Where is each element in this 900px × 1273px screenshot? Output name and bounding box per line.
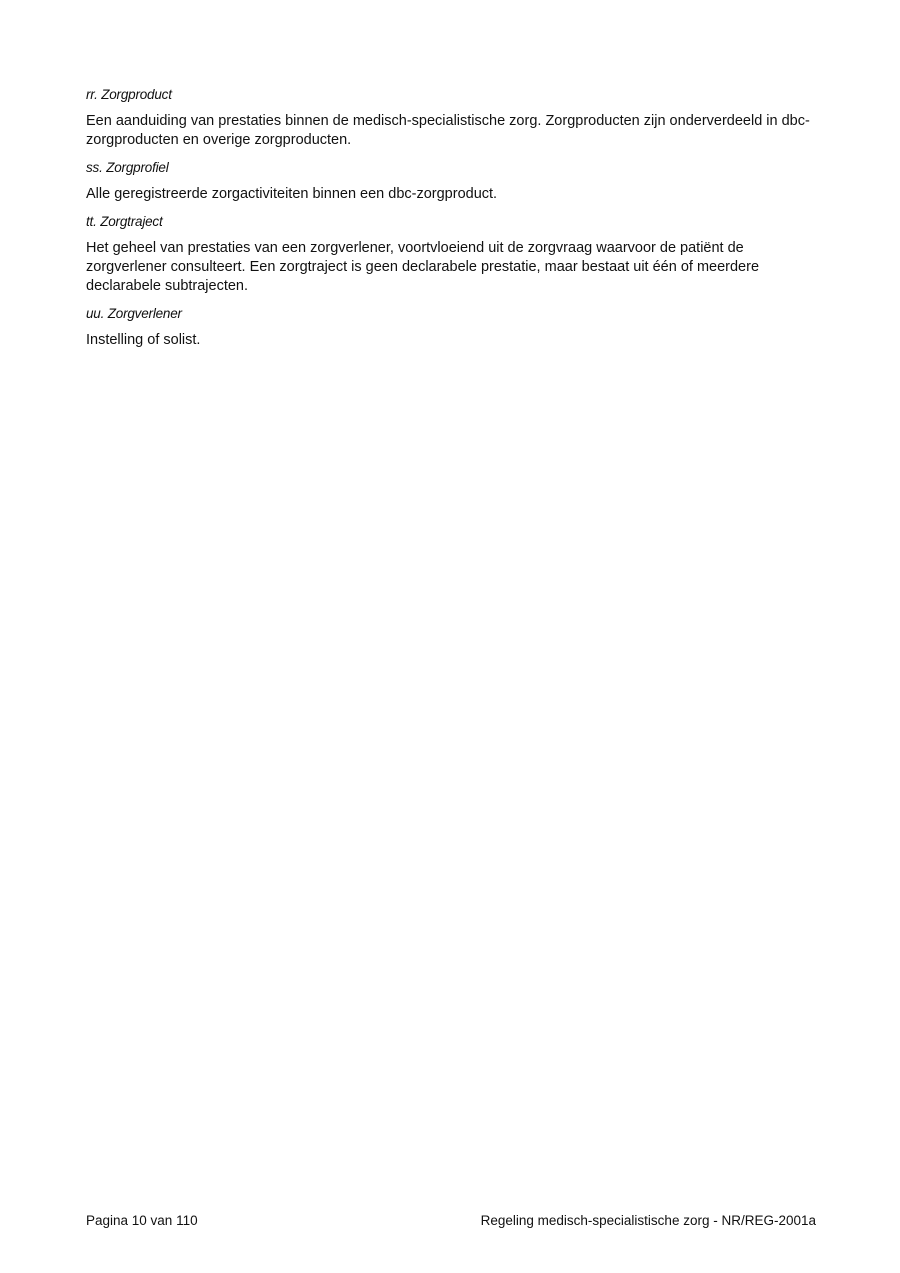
definition-entry-zorgtraject: [86, 213, 826, 296]
document-reference: Regeling medisch-specialistische zorg - NR/REG-2001a: [480, 1213, 816, 1228]
term-definition: Het geheel van prestaties van een zorgverlener, voortvloeiend uit de zorgvraag waarvoor de patiënt de zorgverlener consulteert. Een zorgtraject is geen declarabele prestatie, maar bestaat uit één of meerdere declarabele subtrajecten.: [86, 240, 760, 294]
term-heading: rr. Zorgproduct: [86, 87, 172, 102]
term-definition: Instelling of solist.: [86, 332, 201, 348]
term-definition: Een aanduiding van prestaties binnen de medisch-specialistische zorg. Zorgproducten zijn onderverdeeld in dbc-zorgproducten en overige zorgproducten.: [86, 113, 810, 148]
term-heading: tt. Zorgtraject: [86, 214, 163, 229]
term-heading: ss. Zorgprofiel: [86, 160, 169, 175]
definition-entry-zorgverlener: [86, 305, 826, 350]
term-heading: uu. Zorgverlener: [86, 306, 182, 321]
definition-entry-zorgprofiel: [86, 159, 826, 204]
page-footer: [86, 1212, 816, 1230]
page-number: Pagina 10 van 110: [86, 1213, 198, 1228]
term-definition: Alle geregistreerde zorgactiviteiten binnen een dbc-zorgproduct.: [86, 186, 498, 202]
definition-entry-zorgproduct: [86, 86, 826, 150]
document-body: [86, 86, 826, 359]
